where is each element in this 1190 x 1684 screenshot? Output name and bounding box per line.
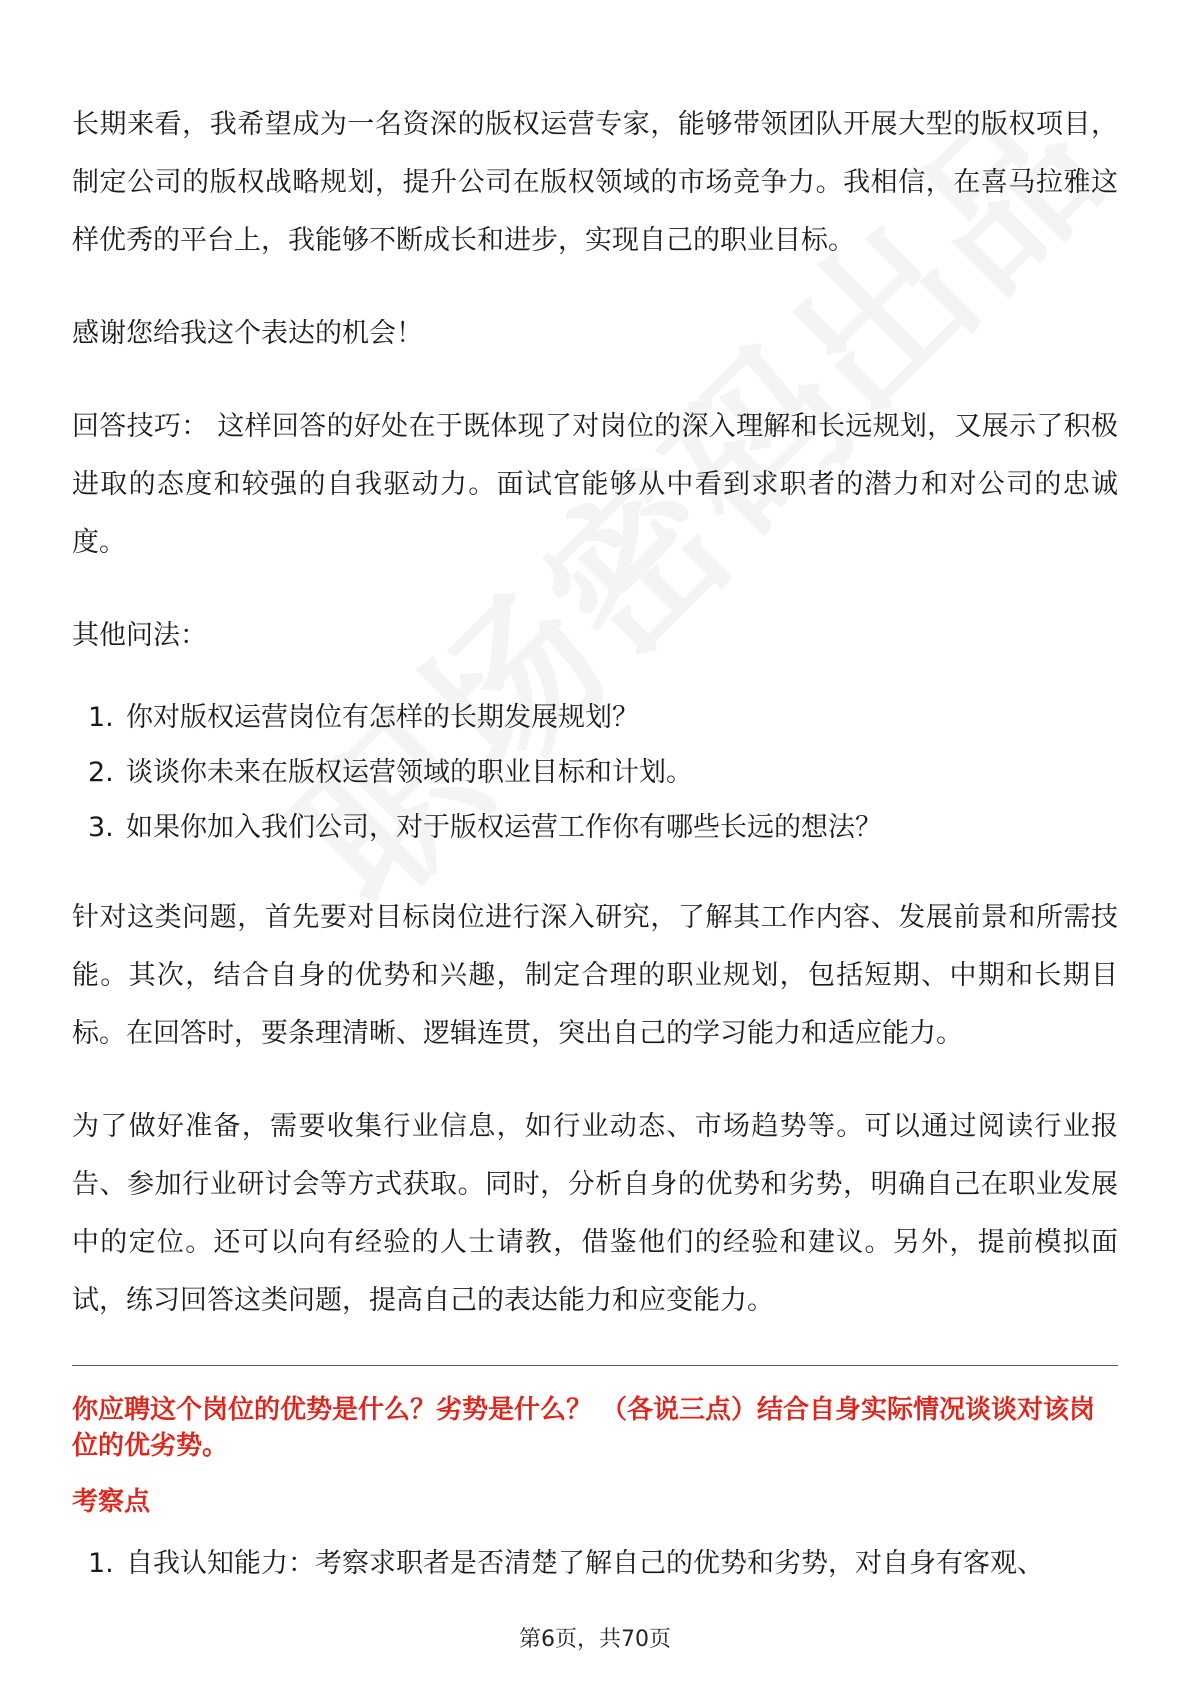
list-item xyxy=(72,800,1118,855)
question-heading: 你应聘这个岗位的优势是什么？劣势是什么？ （各说三点）结合自身实际情况谈谈对该岗位的优劣势。 xyxy=(72,1395,1096,1461)
paragraph: 为了做好准备，需要收集行业信息，如行业动态、市场趋势等。可以通过阅读行业报告、参加行业研讨会等方式获取。同时，分析自身的优势和劣势，明确自己在职业发展中的定位。还可以向有经验的人士请教，借鉴他们的经验和建议。另外，提前模拟面试，练习回答这类问题，提高自己的表达能力和应变能力。 xyxy=(72,1111,1118,1316)
list-text: 自我认知能力：考察求职者是否清楚了解自己的优势和劣势，对自身有客观、 xyxy=(126,1548,1044,1579)
list-item xyxy=(72,745,1118,800)
paragraph: 回答技巧： 这样回答的好处在于既体现了对岗位的深入理解和长远规划，又展示了积极进取的态度和较强的自我驱动力。面试官能够从中看到求职者的潜力和对公司的忠诚度。 xyxy=(72,411,1118,558)
list-item xyxy=(72,690,1118,745)
list-text: 如果你加入我们公司，对于版权运营工作你有哪些长远的想法？ xyxy=(126,812,882,843)
paragraph: 长期来看，我希望成为一名资深的版权运营专家，能够带领团队开展大型的版权项目，制定公司的版权战略规划，提升公司在版权领域的市场竞争力。我相信，在喜马拉雅这样优秀的平台上，我能够不断成长和进步，实现自己的职业目标。 xyxy=(72,109,1118,256)
page-footer: 第6页，共70页 xyxy=(519,1627,671,1652)
section-divider xyxy=(72,1365,1118,1366)
section-heading: 考察点 xyxy=(72,1487,151,1517)
paragraph: 针对这类问题，首先要对目标岗位进行深入研究，了解其工作内容、发展前景和所需技能。其次，结合自身的优势和兴趣，制定合理的职业规划，包括短期、中期和长期目标。在回答时，要条理清晰、逻辑连贯，突出自己的学习能力和适应能力。 xyxy=(72,902,1118,1049)
list-text: 你对版权运营岗位有怎样的长期发展规划？ xyxy=(126,702,639,733)
focus-points-list xyxy=(72,1536,1118,1591)
paragraph: 其他问法： xyxy=(72,620,207,651)
list-number: 1. xyxy=(88,702,114,733)
page-content xyxy=(72,96,1118,1625)
other-questions-list xyxy=(72,690,1118,855)
list-text: 谈谈你未来在版权运营领域的职业目标和计划。 xyxy=(126,757,693,788)
list-item xyxy=(72,1536,1118,1591)
list-number: 2. xyxy=(88,757,114,788)
list-number: 1. xyxy=(88,1548,114,1579)
list-number: 3. xyxy=(88,812,114,843)
paragraph: 感谢您给我这个表达的机会！ xyxy=(72,318,423,349)
